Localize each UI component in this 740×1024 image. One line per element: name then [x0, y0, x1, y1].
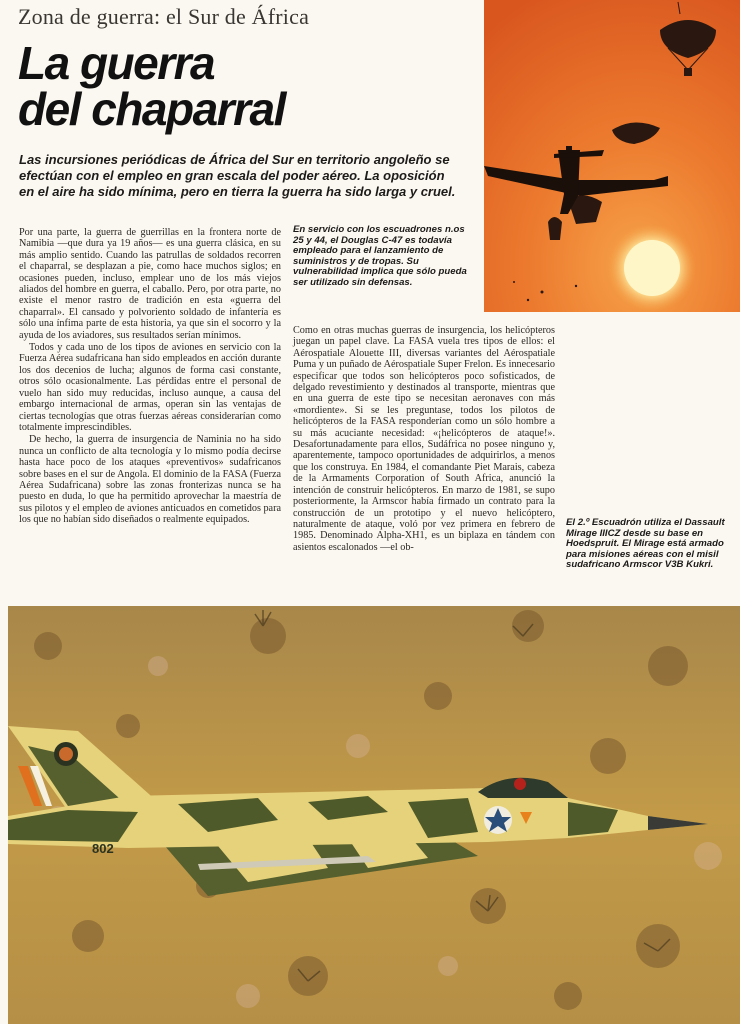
paragraph: Por una parte, la guerra de guerrillas en la frontera norte de Namibia —que dura ya 19 años— es una guerra clásica, en su más amplio sentido. Cuando las patrullas de soldados recorren el chaparral, se desplazan a pie, como hace muchos siglos; en ocasiones pueden, incluso, emplear uno de los más viejos aliados del hombre en guerra, el caballo. Pero, por otra parte, no existe el menor rastro de tradición en esta «guerra del chaparral». El cansado y polvoriento soldado de infantería es sólo una ínfima parte de esta historia, ya que sin el socorro y la ayuda de los aviadores, sus resultados serían mínimos. [19, 227, 281, 341]
paragraph: Todos y cada uno de los tipos de aviones en servicio con la Fuerza Aérea sudafricana han sido empleados en acción durante los dos decenios de lucha; algunos de forma casi constante, otros sólo ocasionalmente. Las pérdidas entre el personal de vuelo han sido muy reducidas, incluso aunque, a causa del embargo internacional de armas, operan sin las ventajas de ciertas tecnologías que otras fuerzas aéreas considerarían como totalmente imprescindibles. [19, 342, 281, 433]
article-lead: Las incursiones periódicas de África del Sur en territorio angoleño se efectúan con el empleo en gran escala del poder aéreo. La oposición en el aire ha sido mínima, pero en tierra la guerra ha sido larga y cruel. [19, 152, 456, 199]
dakota-photo [484, 0, 740, 312]
mirage-photo [8, 606, 740, 1024]
paragraph: Como en otras muchas guerras de insurgencia, los helicópteros juegan un papel clave. La FASA vuela tres tipos de ellos: el Aérospatiale Alouette III, diversas variantes del Aérospatiale Puma y un puñado de Aérospatiale Super Frelon. Es innecesario especificar que todos son helicópteros poco sofisticados, de delgado revestimiento y destinados al transporte, mientras que en una guerra de este tipo se necesitan aeronaves con más «mordiente». Si se les preguntase, todos los pilotos de helicópteros de la FASA responderían como un sólo hombre a su más acuciante necesidad: «¡helicópteros de ataque!». Desafortunadamente para ellos, Sudáfrica no posee ninguno y, aparentemente, tampoco oportunidades de adquirirlos, a menos que los construya. En 1984, el comandante Piet Marais, cabeza de la Armaments Corporation of South Africa, anunció la intención de construir helicópteros. En marzo de 1981, se supo posteriormente, la Armscor había firmado un contrato para la construcción de un prototipo y el nuevo helicóptero, naturalmente de ataque, voló por vez primera en febrero de 1985. Denominado Alpha-XH1, es un biplaza en tándem con asientos escalonados —el ob- [293, 325, 555, 553]
paragraph: De hecho, la guerra de insurgencia de Naminia no ha sido nunca un conflicto de alta tecnología y lo mismo podía decirse hasta hace poco de los ataques «preventivos» sudafricanos sobre bases en el sur de Angola. El dominio de la FASA (Fuerza Aérea Sudafricana) sobre las zonas fronterizas nunca se ha puesto en duda, lo que ha permitido aprovechar la maestría de sus pilotos y el empleo de aviones anticuados en cometidos para los que no habían sido diseñados o realmente equipados. [19, 434, 281, 526]
article-title [18, 37, 438, 135]
article-title-line-1: La guerra [18, 37, 215, 89]
dakota-caption: En servicio con los escuadrones n.os 25 y 44, el Douglas C-47 es todavía empleado para el lanzamiento de suministros y de tropas. Su vulnerabilidad implica que sólo pueda ser utilizado sin defensas. [293, 224, 467, 288]
aircraft-serial: 802 [92, 841, 114, 856]
article-column-1 [19, 227, 281, 527]
mirage-caption: El 2.º Escuadrón utiliza el Dassault Mirage IIICZ desde su base en Hoedspruit. El Mirage está armado para misiones aéreas con el misil sudafricano Armscor V3B Kukri. [566, 517, 725, 571]
article-column-2 [293, 325, 555, 554]
section-kicker: Zona de guerra: el Sur de África [18, 4, 310, 29]
article-title-line-2: del chaparral [18, 83, 285, 135]
